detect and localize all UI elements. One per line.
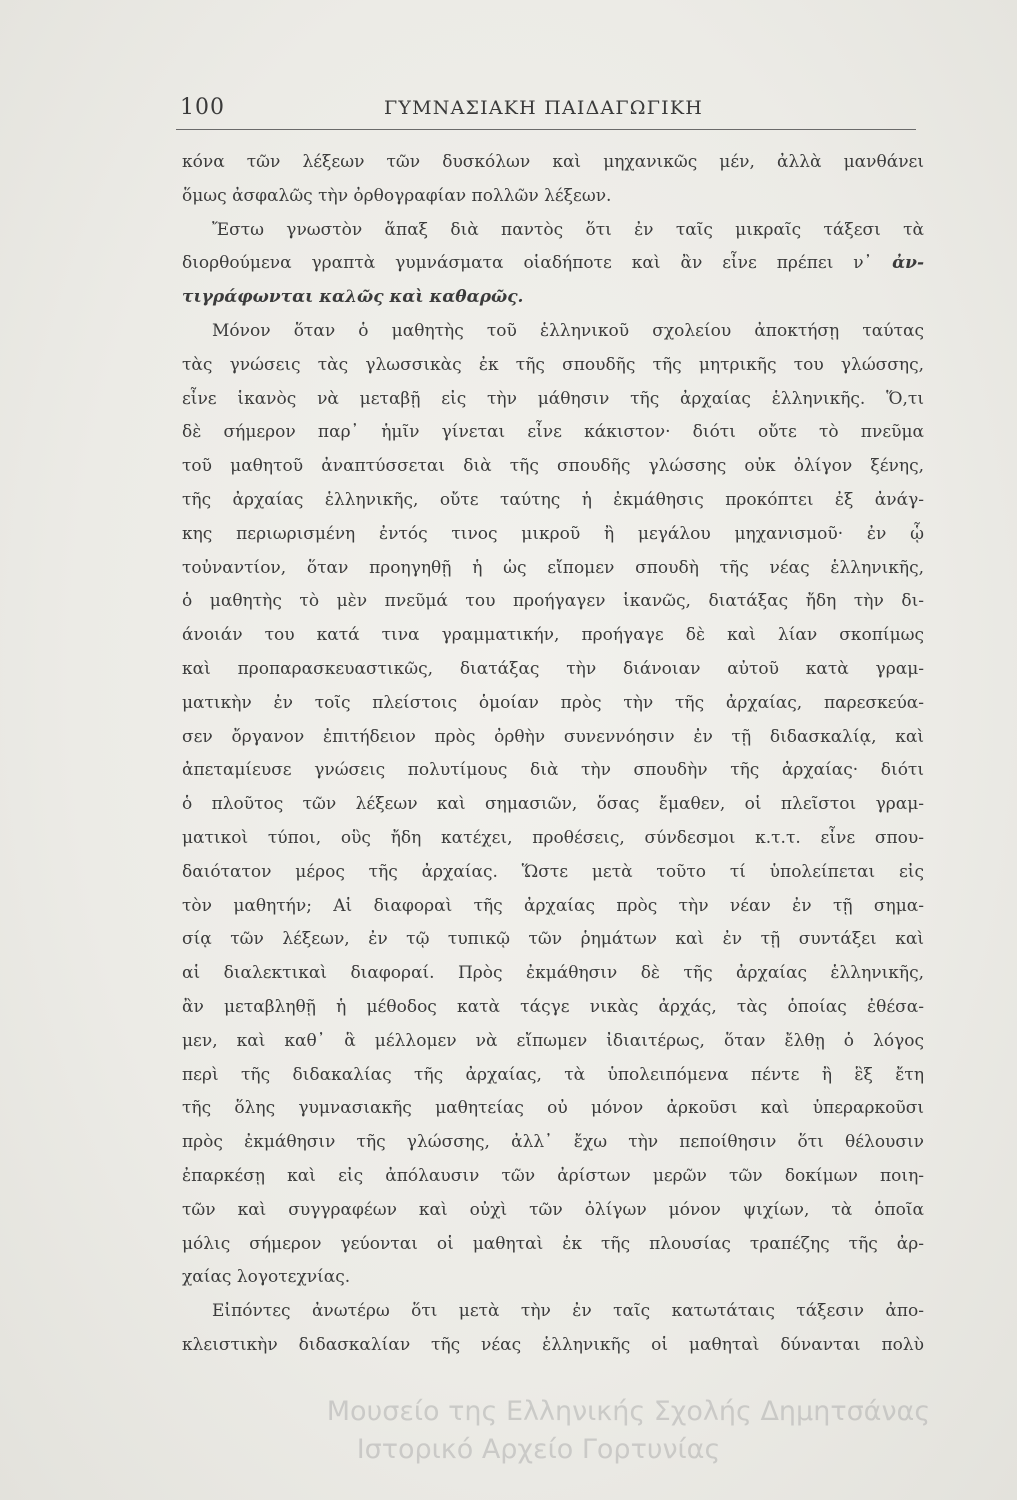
body-text xyxy=(182,146,924,1363)
page-header xyxy=(176,93,916,130)
text-line: ὁ μαθητὴς τὸ μὲν πνεῦμά του προήγαγεν ἱκανῶς, διατάξας ἤδη τὴν δι- xyxy=(182,591,924,612)
text-line: τοῦ μαθητοῦ ἀναπτύσσεται διὰ τῆς σπουδῆς γλώσσης οὐκ ὀλίγον ξένης, xyxy=(182,456,924,477)
text-line: δαιότατον μέρος τῆς ἀρχαίας. Ὥστε μετὰ τοῦτο τί ὑπολείπεται εἰς xyxy=(182,861,924,882)
text-line: ἀπεταμίευσε γνώσεις πολυτίμους διὰ τὴν σπουδὴν τῆς ἀρχαίας· διότι xyxy=(182,760,924,781)
text-line: Εἰπόντες ἀνωτέρω ὅτι μετὰ τὴν ἐν ταῖς κατωτάταις τάξεσιν ἀπο- xyxy=(212,1301,924,1322)
running-title: ΓΥΜΝΑΣΙΑΚΗ ΠΑΙΔΑΓΩΓΙΚΗ xyxy=(384,97,704,119)
text-line: ὅμως ἀσφαλῶς τὴν ὀρθογραφίαν πολλῶν λέξεων. xyxy=(182,185,612,206)
text-line: τὰς γνώσεις τὰς γλωσσικὰς ἐκ τῆς σπουδῆς τῆς μητρικῆς του γλώσσης, xyxy=(182,354,924,375)
text-line: Ἔστω γνωστὸν ἅπαξ διὰ παντὸς ὅτι ἐν ταῖς μικραῖς τάξεσι τὰ xyxy=(212,219,924,240)
text-line-body: διορθούμενα γραπτὰ γυμνάσματα οἱαδήποτε καὶ ἂν εἶνε πρέπει ν᾿ xyxy=(182,253,893,274)
text-line: σίᾳ τῶν λέξεων, ἐν τῷ τυπικῷ τῶν ῥημάτων καὶ ἐν τῇ συντάξει καὶ xyxy=(182,929,924,950)
text-line: εἶνε ἱκανὸς νὰ μεταβῇ εἰς τὴν μάθησιν τῆς ἀρχαίας ἑλληνικῆς. Ὅ,τι xyxy=(182,388,924,409)
text-line: ἐπαρκέσῃ καὶ εἰς ἀπόλαυσιν τῶν ἀρίστων μερῶν τῶν δοκίμων ποιη- xyxy=(182,1165,924,1186)
text-line: κόνα τῶν λέξεων τῶν δυσκόλων καὶ μηχανικῶς μέν, ἀλλὰ μανθάνει xyxy=(182,152,924,172)
watermark-line-1: Μουσείο της Ελληνικής Σχολής Δημητσάνας xyxy=(326,1396,931,1427)
text-line: μόλις σήμερον γεύονται οἱ μαθηταὶ ἐκ τῆς πλουσίας τραπέζης τῆς ἀρ- xyxy=(182,1233,924,1254)
text-line: σεν ὄργανον ἐπιτήδειον πρὸς ὀρθὴν συνεννόησιν ἐν τῇ διδασκαλίᾳ, καὶ xyxy=(182,726,924,747)
text-line: περὶ τῆς διδακαλίας τῆς ἀρχαίας, τὰ ὑπολειπόμενα πέντε ἢ ἓξ ἔτη xyxy=(182,1064,924,1085)
text-line: καὶ προπαρασκευαστικῶς, διατάξας τὴν διάνοιαν αὐτοῦ κατὰ γραμ- xyxy=(182,658,924,679)
watermark-line-2: Ιστορικό Αρχείο Γορτυνίας xyxy=(356,1434,721,1465)
text-line xyxy=(182,247,924,281)
text-line: Μόνον ὅταν ὁ μαθητὴς τοῦ ἑλληνικοῦ σχολείου ἀποκτήσῃ ταύτας xyxy=(212,320,924,341)
emphasis-text: ἀν- xyxy=(892,253,924,274)
text-line: ἂν μεταβληθῇ ἡ μέθοδος κατὰ τάςγε νικὰς ἀρχάς, τὰς ὁποίας ἐθέσα- xyxy=(182,996,924,1017)
text-line: πρὸς ἐκμάθησιν τῆς γλώσσης, ἀλλ᾿ ἔχω τὴν πεποίθησιν ὅτι θέλουσιν xyxy=(182,1132,924,1153)
text-line: τῶν καὶ συγγραφέων καὶ οὐχὶ τῶν ὀλίγων μόνον ψιχίων, τὰ ὁποῖα xyxy=(182,1199,924,1220)
text-line: άνοιάν του κατά τινα γραμματικήν, προήγαγε δὲ καὶ λίαν σκοπίμως xyxy=(182,625,924,646)
text-line: τὸν μαθητήν; Αἱ διαφοραὶ τῆς ἀρχαίας πρὸς τὴν νέαν ἐν τῇ σημα- xyxy=(182,895,924,916)
text-line: κης περιωρισμένη ἐντός τινος μικροῦ ἢ μεγάλου μηχανισμοῦ· ἐν ᾧ xyxy=(182,523,924,544)
text-line: αἱ διαλεκτικαὶ διαφοραί. Πρὸς ἐκμάθησιν δὲ τῆς ἀρχαίας ἑλληνικῆς, xyxy=(182,963,924,984)
text-line: δὲ σήμερον παρ᾿ ἡμῖν γίνεται εἶνε κάκιστον· διότι οὔτε τὸ πνεῦμα xyxy=(182,422,924,443)
text-line: χαίας λογοτεχνίας. xyxy=(182,1267,351,1288)
text-line: τῆς ὅλης γυμνασιακῆς μαθητείας οὐ μόνον ἀρκοῦσι καὶ ὑπεραρκοῦσι xyxy=(182,1098,924,1119)
text-line: ματικὴν ἐν τοῖς πλείστοις ὁμοίαν πρὸς τὴν τῆς ἀρχαίας, παρεσκεύα- xyxy=(182,692,924,713)
text-line: ὁ πλοῦτος τῶν λέξεων καὶ σημασιῶν, ὅσας ἔμαθεν, οἱ πλεῖστοι γραμ- xyxy=(182,794,924,815)
text-line: μεν, καὶ καθ᾿ ἃ μέλλομεν νὰ εἴπωμεν ἰδιαιτέρως, ὅταν ἔλθῃ ὁ λόγος xyxy=(182,1030,924,1051)
text-line xyxy=(182,281,924,315)
emphasis-text: τιγράφωνται καλῶς καὶ καθαρῶς. xyxy=(182,287,524,308)
text-line: τοὐναντίον, ὅταν προηγηθῇ ἡ ὡς εἴπομεν σπουδὴ τῆς νέας ἑλληνικῆς, xyxy=(182,557,924,578)
text-line: ματικοὶ τύποι, οὓς ἤδη κατέχει, προθέσεις, σύνδεσμοι κ.τ.τ. εἶνε σπου- xyxy=(182,827,924,848)
text-line: τῆς ἀρχαίας ἑλληνικῆς, οὔτε ταύτης ἡ ἐκμάθησις προκόπτει ἐξ ἀνάγ- xyxy=(182,489,924,510)
text-line: κλειστικὴν διδασκαλίαν τῆς νέας ἑλληνικῆς οἱ μαθηταὶ δύνανται πολὺ xyxy=(182,1334,924,1355)
page-number: 100 xyxy=(180,95,225,120)
